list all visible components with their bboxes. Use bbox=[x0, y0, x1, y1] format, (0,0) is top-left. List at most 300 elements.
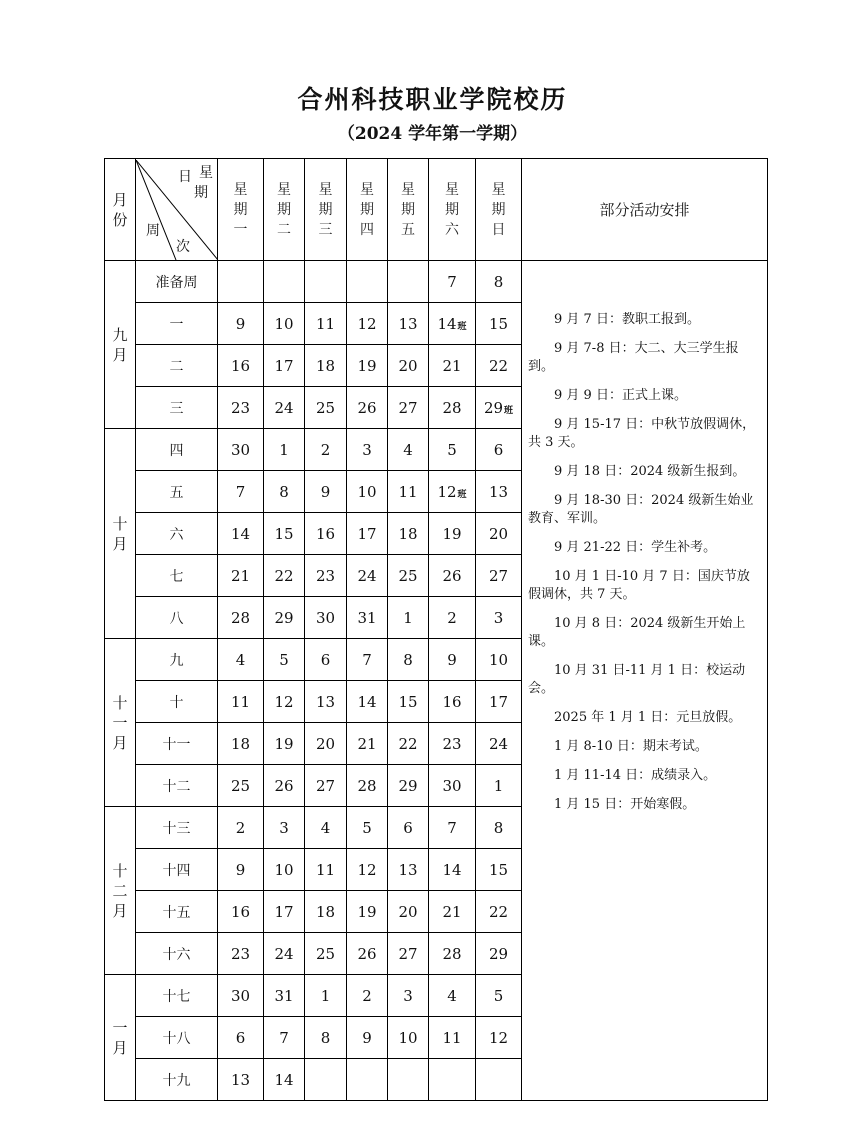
date-value: 5 bbox=[447, 440, 457, 459]
date-cell bbox=[218, 345, 264, 387]
date-value: 15 bbox=[398, 692, 418, 711]
date-value: 11 bbox=[315, 314, 336, 333]
date-cell bbox=[388, 429, 429, 471]
activity-note: 9 月 7-8 日：大二、大三学生报到。 bbox=[528, 341, 739, 374]
date-value: 7 bbox=[447, 818, 457, 837]
date-cell bbox=[476, 1017, 522, 1059]
date-cell bbox=[476, 597, 522, 639]
date-value: 17 bbox=[274, 902, 294, 921]
date-value: 1 bbox=[320, 986, 331, 1005]
date-cell bbox=[388, 975, 429, 1017]
date-value: 16 bbox=[442, 692, 462, 711]
date-value: 24 bbox=[274, 944, 294, 963]
date-value: 28 bbox=[357, 776, 377, 795]
date-cell bbox=[476, 429, 522, 471]
activity-note: 9 月 9 日：正式上课。 bbox=[554, 388, 687, 403]
date-value: 10 bbox=[274, 314, 294, 333]
date-value: 24 bbox=[488, 734, 509, 753]
date-cell bbox=[347, 891, 388, 933]
date-cell bbox=[218, 639, 264, 681]
date-value: 13 bbox=[315, 692, 336, 711]
date-value: 18 bbox=[315, 902, 336, 921]
date-value: 17 bbox=[274, 356, 294, 375]
header-day-5: 星 期 五 bbox=[388, 159, 429, 261]
date-value: 1 bbox=[403, 608, 413, 627]
date-cell bbox=[347, 429, 388, 471]
date-cell bbox=[347, 723, 388, 765]
date-value: 1 bbox=[279, 440, 289, 459]
date-cell bbox=[476, 513, 522, 555]
date-cell bbox=[388, 513, 429, 555]
date-cell bbox=[476, 681, 522, 723]
diag-week-label: 星 bbox=[199, 164, 213, 181]
date-value: 9 bbox=[235, 860, 246, 879]
week-number: 十 bbox=[136, 681, 218, 723]
date-cell bbox=[388, 555, 429, 597]
date-value: 23 bbox=[230, 944, 251, 963]
date-value: 12 bbox=[274, 692, 294, 711]
date-cell bbox=[476, 555, 522, 597]
diag-zhou-label: 周 bbox=[146, 222, 160, 239]
date-cell bbox=[388, 807, 429, 849]
date-value: 25 bbox=[230, 776, 251, 795]
date-value: 31 bbox=[357, 608, 377, 627]
date-cell bbox=[429, 513, 476, 555]
date-cell bbox=[429, 681, 476, 723]
date-cell bbox=[218, 387, 264, 429]
date-value: 27 bbox=[488, 566, 509, 585]
date-value: 14 bbox=[442, 860, 462, 879]
date-cell bbox=[218, 891, 264, 933]
activity-note: 1 月 11-14 日：成绩录入。 bbox=[554, 768, 717, 783]
week-number: 三 bbox=[136, 387, 218, 429]
date-cell bbox=[347, 387, 388, 429]
date-cell bbox=[218, 975, 264, 1017]
date-cell bbox=[429, 387, 476, 429]
date-cell bbox=[476, 765, 522, 807]
date-value: 21 bbox=[357, 734, 377, 753]
date-cell bbox=[429, 723, 476, 765]
makeup-workday-badge: 班 bbox=[504, 405, 514, 416]
date-value: 2 bbox=[235, 818, 246, 837]
activity-note: 2025 年 1 月 1 日：元旦放假。 bbox=[554, 710, 742, 725]
date-value: 30 bbox=[315, 608, 336, 627]
date-cell bbox=[476, 849, 522, 891]
header-day-6: 星 期 六 bbox=[429, 159, 476, 261]
week-number: 十九 bbox=[136, 1059, 218, 1101]
date-cell bbox=[429, 1017, 476, 1059]
date-value: 24 bbox=[274, 398, 294, 417]
date-cell bbox=[347, 513, 388, 555]
date-value: 9 bbox=[447, 650, 457, 669]
date-value: 26 bbox=[274, 776, 294, 795]
date-value: 3 bbox=[403, 986, 413, 1005]
date-cell bbox=[305, 261, 347, 303]
date-cell bbox=[264, 765, 305, 807]
date-cell bbox=[388, 891, 429, 933]
calendar-table bbox=[104, 158, 768, 1101]
date-value: 31 bbox=[274, 986, 294, 1005]
date-cell bbox=[429, 849, 476, 891]
date-cell bbox=[347, 1017, 388, 1059]
date-value: 9 bbox=[235, 314, 246, 333]
date-cell bbox=[305, 849, 347, 891]
activity-note: 9 月 18-30 日：2024 级新生始业教育、军训。 bbox=[528, 493, 754, 526]
date-value: 7 bbox=[362, 650, 372, 669]
date-cell bbox=[305, 513, 347, 555]
date-cell bbox=[429, 471, 476, 513]
date-cell bbox=[429, 303, 476, 345]
date-cell bbox=[264, 555, 305, 597]
week-number: 准备周 bbox=[136, 261, 218, 303]
date-value: 15 bbox=[274, 524, 294, 543]
date-value: 6 bbox=[320, 650, 331, 669]
date-value: 4 bbox=[447, 986, 457, 1005]
date-cell bbox=[388, 1017, 429, 1059]
week-number: 十八 bbox=[136, 1017, 218, 1059]
date-value: 4 bbox=[320, 818, 331, 837]
date-value: 16 bbox=[230, 902, 251, 921]
date-value: 21 bbox=[442, 356, 462, 375]
date-cell bbox=[347, 471, 388, 513]
date-cell bbox=[429, 975, 476, 1017]
month-label: 十 一 月 bbox=[112, 693, 128, 752]
week-number: 六 bbox=[136, 513, 218, 555]
date-cell bbox=[264, 1059, 305, 1101]
diag-ci-label: 次 bbox=[176, 238, 190, 255]
date-cell bbox=[347, 765, 388, 807]
date-cell bbox=[347, 303, 388, 345]
date-cell bbox=[264, 639, 305, 681]
date-value: 21 bbox=[442, 902, 462, 921]
date-cell bbox=[264, 891, 305, 933]
date-value: 8 bbox=[493, 818, 504, 837]
month-cell bbox=[105, 639, 136, 807]
date-cell bbox=[429, 639, 476, 681]
date-value: 30 bbox=[442, 776, 462, 795]
date-value: 14 bbox=[274, 1070, 294, 1089]
date-cell bbox=[429, 891, 476, 933]
date-value: 13 bbox=[230, 1070, 251, 1089]
date-value: 20 bbox=[315, 734, 336, 753]
date-cell bbox=[305, 1017, 347, 1059]
date-cell bbox=[388, 681, 429, 723]
date-cell bbox=[476, 1059, 522, 1101]
date-value: 6 bbox=[403, 818, 413, 837]
date-cell bbox=[429, 429, 476, 471]
date-cell bbox=[264, 849, 305, 891]
date-value: 9 bbox=[320, 482, 331, 501]
date-value: 22 bbox=[488, 356, 509, 375]
date-cell bbox=[305, 597, 347, 639]
date-value: 26 bbox=[357, 398, 377, 417]
header-row bbox=[105, 159, 768, 261]
header-month-label: 月 份 bbox=[112, 190, 128, 229]
week-number: 十五 bbox=[136, 891, 218, 933]
date-cell bbox=[388, 723, 429, 765]
date-value: 23 bbox=[315, 566, 336, 585]
date-cell bbox=[264, 513, 305, 555]
date-cell bbox=[305, 681, 347, 723]
activity-note: 9 月 18 日：2024 级新生报到。 bbox=[554, 464, 746, 479]
date-value: 25 bbox=[315, 398, 336, 417]
date-cell bbox=[305, 1059, 347, 1101]
date-cell bbox=[264, 681, 305, 723]
date-value: 20 bbox=[398, 902, 418, 921]
date-value: 5 bbox=[279, 650, 289, 669]
makeup-workday-badge: 班 bbox=[457, 489, 467, 500]
date-cell bbox=[429, 345, 476, 387]
date-cell bbox=[476, 639, 522, 681]
date-cell bbox=[347, 807, 388, 849]
date-value: 2 bbox=[362, 986, 372, 1005]
date-value: 14 bbox=[357, 692, 377, 711]
date-cell bbox=[218, 513, 264, 555]
date-cell bbox=[347, 639, 388, 681]
date-value: 13 bbox=[398, 314, 418, 333]
date-cell bbox=[305, 933, 347, 975]
date-cell bbox=[347, 261, 388, 303]
month-cell bbox=[105, 429, 136, 639]
date-value: 13 bbox=[488, 482, 509, 501]
date-value: 26 bbox=[442, 566, 462, 585]
month-label: 九 月 bbox=[112, 325, 128, 364]
header-day-2: 星 期 二 bbox=[264, 159, 305, 261]
date-cell bbox=[264, 807, 305, 849]
date-cell bbox=[305, 387, 347, 429]
date-value: 11 bbox=[230, 692, 251, 711]
date-cell bbox=[264, 471, 305, 513]
week-number: 一 bbox=[136, 303, 218, 345]
date-cell bbox=[305, 639, 347, 681]
header-day-1: 星 期 一 bbox=[218, 159, 264, 261]
date-value: 26 bbox=[357, 944, 377, 963]
week-number: 十七 bbox=[136, 975, 218, 1017]
date-value: 29 bbox=[274, 608, 294, 627]
date-cell bbox=[347, 849, 388, 891]
week-number: 九 bbox=[136, 639, 218, 681]
date-value: 1 bbox=[493, 776, 504, 795]
date-value: 8 bbox=[279, 482, 289, 501]
date-value: 8 bbox=[403, 650, 413, 669]
date-cell bbox=[476, 891, 522, 933]
date-value: 23 bbox=[230, 398, 251, 417]
week-number: 十一 bbox=[136, 723, 218, 765]
activity-note: 1 月 8-10 日：期末考试。 bbox=[554, 739, 708, 754]
date-cell bbox=[476, 261, 522, 303]
date-value: 9 bbox=[362, 1028, 372, 1047]
date-cell bbox=[305, 303, 347, 345]
date-value: 12 bbox=[357, 860, 377, 879]
date-value: 22 bbox=[398, 734, 418, 753]
date-value: 28 bbox=[442, 944, 462, 963]
date-cell bbox=[305, 471, 347, 513]
date-value: 10 bbox=[357, 482, 377, 501]
date-value: 12 bbox=[488, 1028, 509, 1047]
date-value: 13 bbox=[398, 860, 418, 879]
date-cell bbox=[476, 387, 522, 429]
date-value: 18 bbox=[230, 734, 251, 753]
date-cell bbox=[388, 345, 429, 387]
date-cell bbox=[218, 1059, 264, 1101]
date-cell bbox=[305, 891, 347, 933]
diag-qi-label: 期 bbox=[194, 184, 208, 201]
date-cell bbox=[388, 387, 429, 429]
activity-note: 9 月 7 日：教职工报到。 bbox=[554, 312, 700, 327]
week-number: 十三 bbox=[136, 807, 218, 849]
date-value: 5 bbox=[362, 818, 372, 837]
date-value: 2 bbox=[320, 440, 331, 459]
date-value: 29 bbox=[488, 944, 509, 963]
week-row bbox=[105, 261, 768, 303]
date-value: 22 bbox=[274, 566, 294, 585]
date-value: 21 bbox=[230, 566, 251, 585]
date-value: 15 bbox=[488, 314, 509, 333]
date-value: 8 bbox=[320, 1028, 331, 1047]
date-cell bbox=[305, 429, 347, 471]
activity-note: 10 月 1 日-10 月 7 日：国庆节放假调休，共 7 天。 bbox=[528, 569, 750, 602]
date-cell bbox=[264, 345, 305, 387]
date-cell bbox=[264, 723, 305, 765]
date-cell bbox=[264, 1017, 305, 1059]
date-cell bbox=[388, 933, 429, 975]
date-cell bbox=[264, 429, 305, 471]
date-value: 17 bbox=[488, 692, 509, 711]
date-value: 2 bbox=[447, 608, 457, 627]
date-cell bbox=[476, 723, 522, 765]
date-cell bbox=[218, 261, 264, 303]
week-number: 五 bbox=[136, 471, 218, 513]
activity-note: 1 月 15 日：开始寒假。 bbox=[554, 797, 696, 812]
date-cell bbox=[476, 471, 522, 513]
date-cell bbox=[218, 555, 264, 597]
header-month bbox=[105, 159, 136, 261]
date-value: 19 bbox=[357, 356, 377, 375]
date-value: 11 bbox=[442, 1028, 462, 1047]
date-cell bbox=[218, 303, 264, 345]
date-value: 12 bbox=[437, 482, 457, 501]
date-cell bbox=[218, 807, 264, 849]
date-cell bbox=[388, 597, 429, 639]
header-day-7: 星 期 日 bbox=[476, 159, 522, 261]
month-label: 一 月 bbox=[112, 1018, 128, 1057]
date-cell bbox=[218, 723, 264, 765]
date-value: 3 bbox=[362, 440, 372, 459]
date-value: 16 bbox=[315, 524, 336, 543]
week-number: 四 bbox=[136, 429, 218, 471]
date-cell bbox=[476, 303, 522, 345]
activity-notes bbox=[522, 261, 768, 1101]
date-cell bbox=[264, 597, 305, 639]
date-value: 29 bbox=[398, 776, 418, 795]
activity-note: 10 月 8 日：2024 级新生开始上课。 bbox=[528, 616, 746, 649]
date-value: 30 bbox=[230, 986, 251, 1005]
date-cell bbox=[388, 303, 429, 345]
date-cell bbox=[218, 681, 264, 723]
date-value: 7 bbox=[447, 272, 457, 291]
date-cell bbox=[305, 975, 347, 1017]
date-cell bbox=[429, 933, 476, 975]
date-value: 14 bbox=[230, 524, 251, 543]
page-subtitle: （2024 学年第一学期） bbox=[337, 124, 528, 144]
date-cell bbox=[476, 975, 522, 1017]
date-value: 27 bbox=[398, 944, 418, 963]
diag-date-label: 日 bbox=[178, 168, 192, 185]
activity-note: 9 月 15-17 日：中秋节放假调休，共 3 天。 bbox=[528, 417, 756, 450]
month-cell bbox=[105, 975, 136, 1101]
date-value: 3 bbox=[279, 818, 289, 837]
activity-note: 10 月 31 日-11 月 1 日：校运动会。 bbox=[528, 663, 746, 696]
date-value: 18 bbox=[398, 524, 418, 543]
date-cell bbox=[429, 1059, 476, 1101]
date-cell bbox=[264, 261, 305, 303]
date-cell bbox=[305, 723, 347, 765]
week-number: 七 bbox=[136, 555, 218, 597]
date-cell bbox=[388, 471, 429, 513]
date-value: 11 bbox=[315, 860, 336, 879]
page-title: 合州科技职业学院校历 bbox=[297, 85, 568, 114]
date-value: 17 bbox=[357, 524, 377, 543]
date-cell bbox=[388, 639, 429, 681]
date-value: 7 bbox=[235, 482, 246, 501]
date-value: 10 bbox=[398, 1028, 418, 1047]
date-cell bbox=[388, 261, 429, 303]
date-cell bbox=[388, 849, 429, 891]
week-number: 十二 bbox=[136, 765, 218, 807]
date-cell bbox=[388, 1059, 429, 1101]
date-cell bbox=[218, 429, 264, 471]
date-cell bbox=[264, 975, 305, 1017]
week-number: 二 bbox=[136, 345, 218, 387]
date-value: 12 bbox=[357, 314, 377, 333]
date-value: 18 bbox=[315, 356, 336, 375]
date-cell bbox=[476, 345, 522, 387]
date-value: 15 bbox=[488, 860, 509, 879]
date-cell bbox=[218, 471, 264, 513]
date-value: 7 bbox=[279, 1028, 289, 1047]
date-value: 16 bbox=[230, 356, 251, 375]
date-cell bbox=[347, 597, 388, 639]
date-cell bbox=[218, 765, 264, 807]
date-cell bbox=[264, 933, 305, 975]
date-value: 23 bbox=[442, 734, 462, 753]
date-value: 8 bbox=[493, 272, 504, 291]
week-number: 八 bbox=[136, 597, 218, 639]
header-day-4: 星 期 四 bbox=[347, 159, 388, 261]
week-number: 十四 bbox=[136, 849, 218, 891]
date-cell bbox=[347, 345, 388, 387]
date-cell bbox=[218, 597, 264, 639]
date-cell bbox=[305, 555, 347, 597]
date-cell bbox=[305, 345, 347, 387]
makeup-workday-badge: 班 bbox=[457, 321, 467, 332]
date-cell bbox=[347, 681, 388, 723]
date-value: 14 bbox=[437, 314, 457, 333]
date-value: 25 bbox=[315, 944, 336, 963]
header-notes: 部分活动安排 bbox=[522, 159, 768, 261]
date-value: 11 bbox=[398, 482, 418, 501]
date-value: 5 bbox=[493, 986, 504, 1005]
date-value: 19 bbox=[442, 524, 462, 543]
date-value: 27 bbox=[398, 398, 418, 417]
month-label: 十 月 bbox=[112, 514, 128, 553]
date-cell bbox=[218, 1017, 264, 1059]
date-value: 25 bbox=[398, 566, 418, 585]
month-cell bbox=[105, 807, 136, 975]
date-value: 29 bbox=[483, 398, 504, 417]
date-cell bbox=[218, 933, 264, 975]
date-value: 24 bbox=[357, 566, 377, 585]
